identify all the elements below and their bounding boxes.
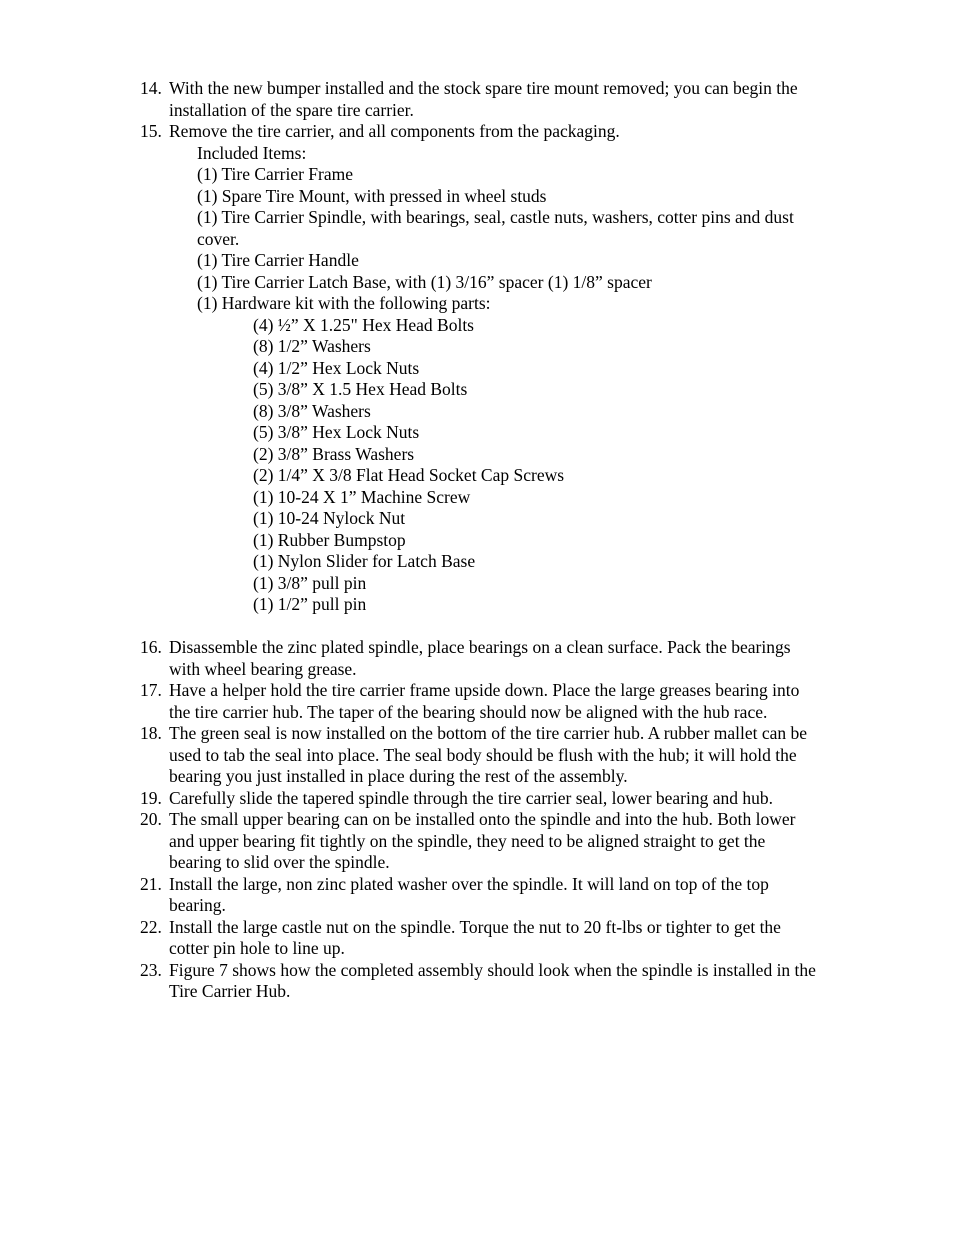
step-number: 21.	[140, 873, 162, 894]
included-item: (1) Tire Carrier Handle	[197, 250, 359, 270]
step-text: Install the large castle nut on the spindle. Torque the nut to 20 ft-lbs or tighter to get the cotter pin hole to line up.	[169, 916, 781, 958]
step-number: 15.	[140, 121, 162, 141]
step-number: 18.	[140, 723, 162, 743]
included-item: (1) Spare Tire Mount, with pressed in wheel studs	[197, 185, 547, 206]
step-21	[140, 873, 819, 917]
step-number: 16.	[140, 637, 162, 657]
included-item: (1) Hardware kit with the following parts:	[197, 293, 491, 313]
step-number: 14.	[140, 78, 162, 98]
step-text: Have a helper hold the tire carrier frame upside down. Place the large greases bearing into the tire carrier hub. The taper of the bearing should now be aligned with the hub race.	[169, 680, 800, 722]
step-14	[140, 78, 819, 121]
hardware-item: (5) 3/8” Hex Lock Nuts	[253, 422, 420, 442]
document-page	[0, 78, 954, 1003]
step-19	[140, 787, 819, 810]
step-22	[140, 916, 819, 960]
step-17	[140, 680, 819, 723]
step-16	[140, 637, 819, 680]
hardware-item: (4) ½” X 1.25" Hex Head Bolts	[253, 314, 474, 335]
step-text: Disassemble the zinc plated spindle, place bearings on a clean surface. Pack the bearings with wheel bearing grease.	[169, 637, 791, 679]
step-text: Figure 7 shows how the completed assembly should look when the spindle is installed in the Tire Carrier Hub.	[169, 959, 816, 1001]
hardware-item: (8) 1/2” Washers	[253, 336, 371, 356]
hardware-item: (1) Rubber Bumpstop	[253, 529, 406, 550]
included-item: (1) Tire Carrier Latch Base, with (1) 3/16” spacer (1) 1/8” spacer	[197, 271, 652, 292]
step-number: 19.	[140, 787, 162, 808]
included-items-heading: Included Items:	[197, 142, 307, 163]
step-number: 23.	[140, 959, 162, 980]
step-text: Carefully slide the tapered spindle through the tire carrier seal, lower bearing and hub.	[169, 787, 774, 808]
hardware-item: (1) 3/8” pull pin	[253, 572, 367, 593]
included-item: (1) Tire Carrier Spindle, with bearings, seal, castle nuts, washers, cotter pins and dust cover.	[197, 207, 794, 249]
step-text: The green seal is now installed on the bottom of the tire carrier hub. A rubber mallet can be used to tab the seal into place. The seal body should be flush with the hub; it will hold the bearing you just installed in place during the rest of the assembly.	[169, 723, 808, 786]
step-number: 22.	[140, 916, 162, 937]
step-20	[140, 809, 819, 874]
step-number: 17.	[140, 680, 162, 700]
hardware-item: (4) 1/2” Hex Lock Nuts	[253, 357, 420, 378]
included-item: (1) Tire Carrier Frame	[197, 164, 354, 184]
step-text: Install the large, non zinc plated washer over the spindle. It will land on top of the top bearing.	[169, 873, 769, 915]
step-15	[140, 121, 819, 143]
hardware-item: (1) Nylon Slider for Latch Base	[253, 551, 476, 571]
step-text: With the new bumper installed and the stock spare tire mount removed; you can begin the installation of the spare tire carrier.	[169, 78, 798, 120]
hardware-item: (1) 10-24 Nylock Nut	[253, 508, 406, 528]
hardware-item: (8) 3/8” Washers	[253, 400, 371, 421]
hardware-item: (1) 1/2” pull pin	[253, 594, 367, 614]
hardware-item: (1) 10-24 X 1” Machine Screw	[253, 486, 471, 507]
step-18	[140, 723, 819, 788]
hardware-item: (2) 3/8” Brass Washers	[253, 443, 415, 464]
blank-line	[0, 616, 954, 638]
hardware-kit-list	[253, 315, 813, 616]
step-23	[140, 959, 819, 1003]
included-items-list	[197, 143, 817, 315]
step-text: The small upper bearing can on be installed onto the spindle and into the hub. Both lower and upper bearing fit tightly on the spindle, they need to be aligned straight to get the bearing to slid over the spindle.	[169, 809, 796, 872]
step-text: Remove the tire carrier, and all components from the packaging.	[169, 121, 620, 141]
hardware-item: (5) 3/8” X 1.5 Hex Head Bolts	[253, 379, 468, 399]
hardware-item: (2) 1/4” X 3/8 Flat Head Socket Cap Screws	[253, 465, 565, 485]
step-number: 20.	[140, 809, 162, 829]
